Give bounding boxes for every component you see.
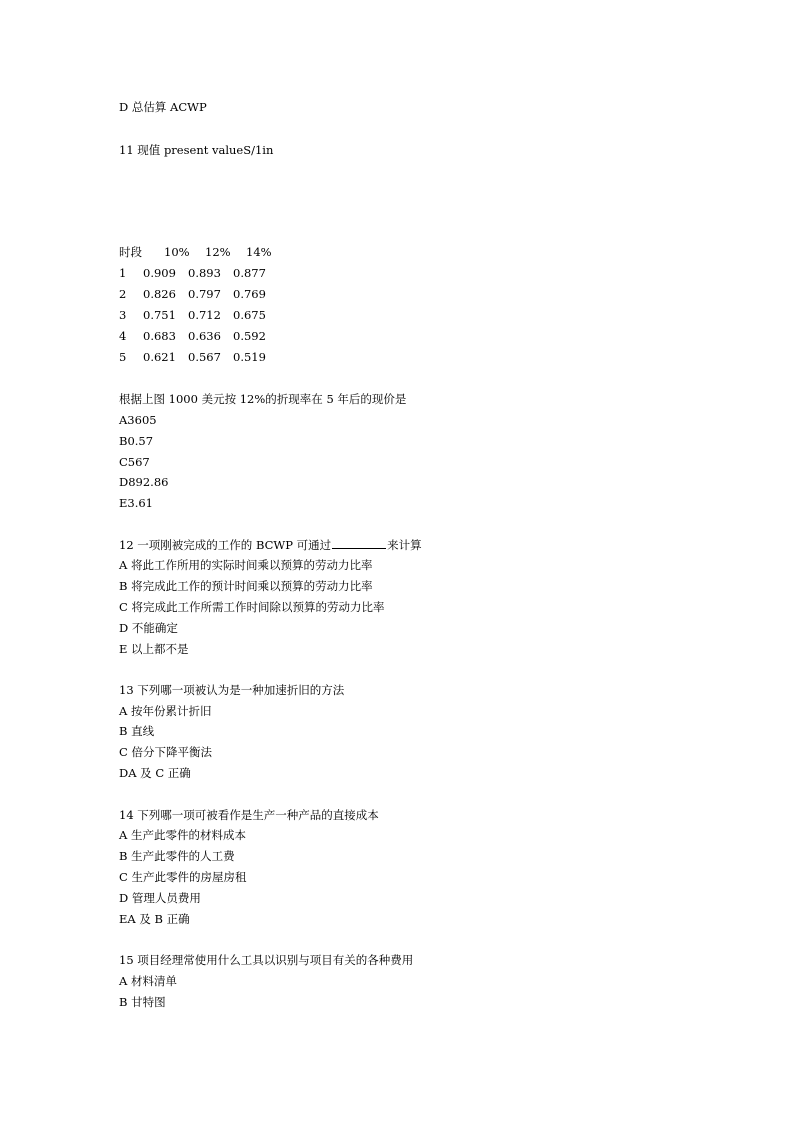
table-cell: 3 [119,308,127,322]
q10-option-d: D 总估算 ACWP [119,100,207,114]
table-cell: 0.909 [143,266,176,280]
table-cell: 0.592 [233,329,266,343]
table-cell: 0.769 [233,287,266,301]
q11-title: 11 现值 present valueS/1in [119,143,274,157]
table-cell: 0.636 [188,329,221,343]
q14-option-d: D 管理人员费用 [119,891,201,905]
q14-option-b: B 生产此零件的人工费 [119,849,235,863]
table-cell: 0.519 [233,350,266,364]
q11-option-a: A3605 [119,413,157,427]
q11-option-e: E3.61 [119,496,154,510]
q14-option-e: EA 及 B 正确 [119,912,190,926]
q13-option-d: DA 及 C 正确 [119,766,191,780]
table-cell: 0.893 [188,266,221,280]
table-cell: 4 [119,329,127,343]
table-cell: 0.877 [233,266,266,280]
q13-option-a: A 按年份累计折旧 [119,704,212,718]
table-cell: 0.797 [188,287,221,301]
q14-option-c: C 生产此零件的房屋房租 [119,870,247,884]
table-header-cell: 14% [246,245,272,259]
q13-option-c: C 倍分下降平衡法 [119,745,212,759]
q12-option-b: B 将完成此工作的预计时间乘以预算的劳动力比率 [119,579,373,593]
table-cell: 0.675 [233,308,266,322]
answer-blank [332,537,386,549]
q12-question [119,537,422,552]
q12-question-end: 来计算 [387,538,422,552]
table-cell: 2 [119,287,127,301]
q12-question-start: 12 一项刚被完成的工作的 BCWP 可通过 [119,538,332,552]
q12-option-e: E 以上都不是 [119,642,189,656]
q14-question: 14 下列哪一项可被看作是生产一种产品的直接成本 [119,808,379,822]
q12-option-d: D 不能确定 [119,621,178,635]
table-cell: 0.826 [143,287,176,301]
q13-option-b: B 直线 [119,724,155,738]
q11-question: 根据上图 1000 美元按 12%的折现率在 5 年后的现价是 [119,392,407,406]
table-cell: 0.751 [143,308,176,322]
q15-option-a: A 材料清单 [119,974,177,988]
q11-option-c: C567 [119,455,150,469]
table-header-cell: 10% [164,245,190,259]
table-cell: 0.712 [188,308,221,322]
q11-option-b: B0.57 [119,434,154,448]
table-cell: 0.621 [143,350,176,364]
table-cell: 5 [119,350,127,364]
q14-option-a: A 生产此零件的材料成本 [119,828,246,842]
table-cell: 0.567 [188,350,221,364]
q15-option-b: B 甘特图 [119,995,166,1009]
q12-option-a: A 将此工作所用的实际时间乘以预算的劳动力比率 [119,558,373,572]
table-header-cell: 12% [205,245,231,259]
q12-option-c: C 将完成此工作所需工作时间除以预算的劳动力比率 [119,600,385,614]
table-header-cell: 时段 [119,245,142,259]
q15-question: 15 项目经理常使用什么工具以识别与项目有关的各种费用 [119,953,414,967]
q11-option-d: D892.86 [119,475,169,489]
table-cell: 1 [119,266,127,280]
table-cell: 0.683 [143,329,176,343]
q13-question: 13 下列哪一项被认为是一种加速折旧的方法 [119,683,345,697]
